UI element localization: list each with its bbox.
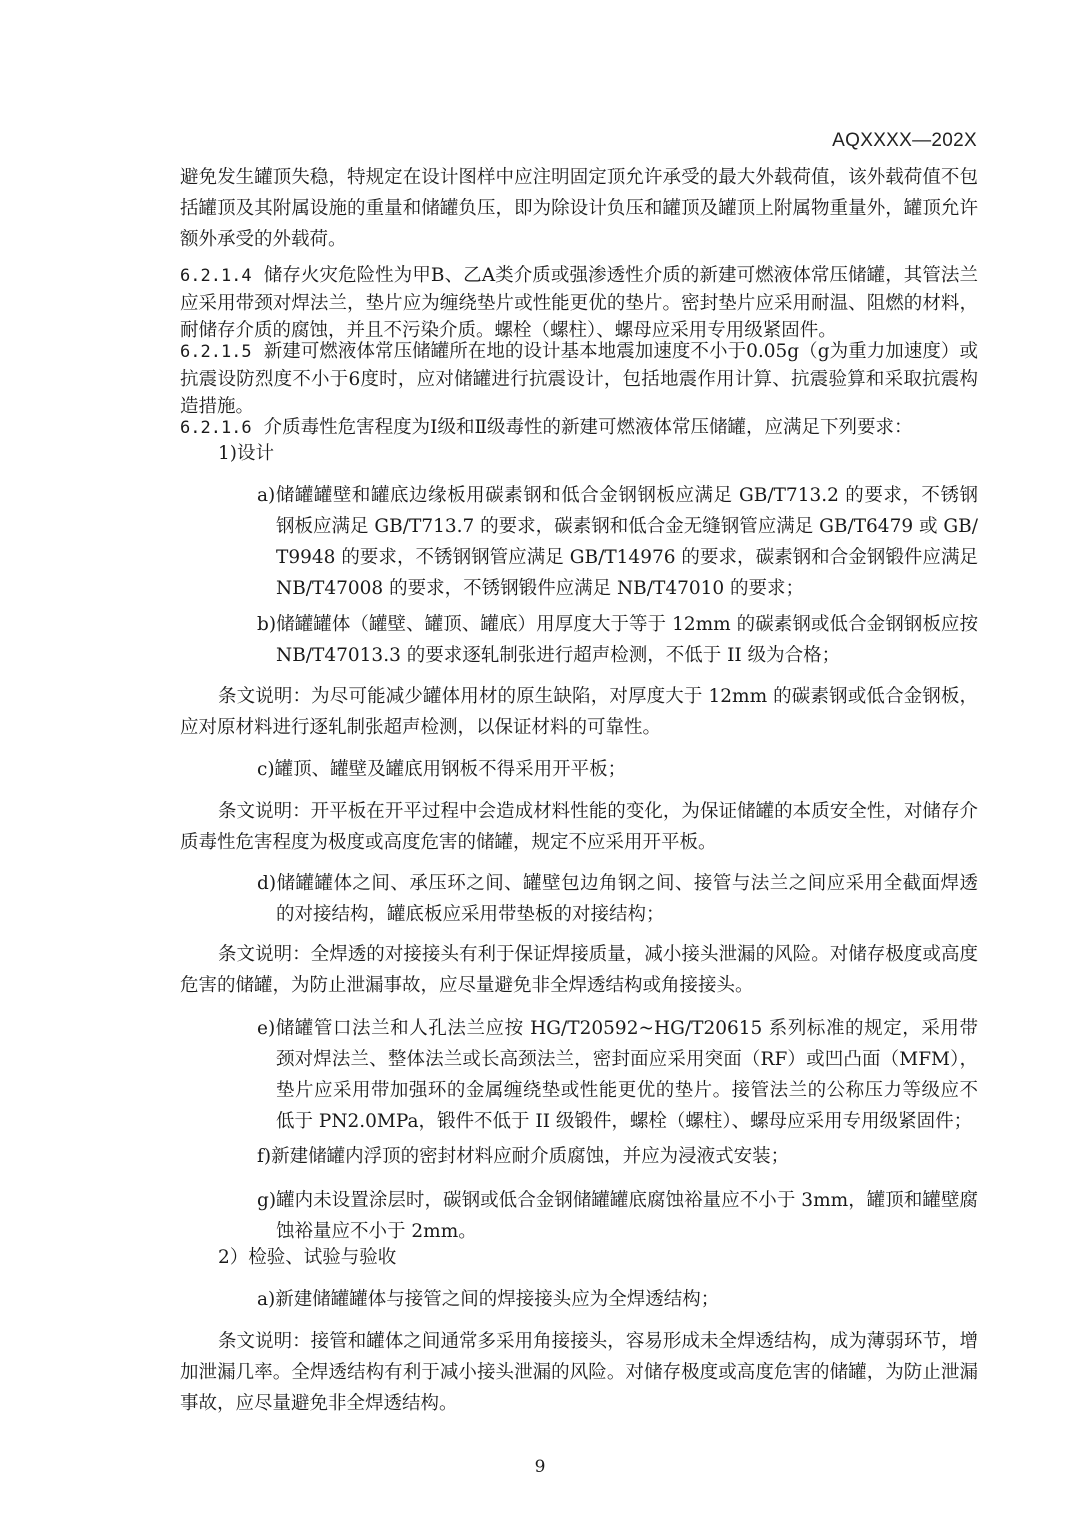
- note-paragraph-d: 条文说明：全焊透的对接接头有利于保证焊接质量，减小接头泄漏的风险。对储存极度或高度危害的储罐，为防止泄漏事故，应尽量避免非全焊透结构或角接接头。: [180, 944, 978, 996]
- continuation-paragraph: 避免发生罐顶失稳，特规定在设计图样中应注明固定顶允许承受的最大外载荷值，该外载荷值不包括罐顶及其附属设施的重量和储罐负压，即为除设计负压和罐顶及罐顶上附属物重量外，罐顶允许额外承受的外载荷。: [180, 167, 978, 250]
- list-item-b: b)储罐罐体（罐壁、罐顶、罐底）用厚度大于等于 12mm 的碳素钢或低合金钢钢板应按 NB/T47013.3 的要求逐轧制张进行超声检测，不低于 II 级为合格；: [257, 614, 978, 666]
- list-item-c: c)罐顶、罐壁及罐底用钢板不得采用开平板；: [257, 759, 627, 780]
- section-design-heading: 1)设计: [218, 443, 274, 464]
- clause-number: 6.2.1.4: [180, 266, 252, 286]
- note-paragraph-c: 条文说明：开平板在开平过程中会造成材料性能的变化，为保证储罐的本质安全性，对储存介质毒性危害程度为极度或高度危害的储罐，规定不应采用开平板。: [180, 801, 978, 853]
- list-item-a: a)储罐罐壁和罐底边缘板用碳素钢和低合金钢钢板应满足 GB/T713.2 的要求，不锈钢钢板应满足 GB/T713.7 的要求，碳素钢和低合金无缝钢管应满足 GB/T6479 或 GB/T9948 的要求，不锈钢钢管应满足 GB/T14976 的要求，碳素钢和合金钢锻件应满足 NB/T47008 的要求，不锈钢锻件应满足 NB/T47010 的要求；: [257, 485, 978, 599]
- clause-text: 储存火灾危险性为甲B、乙A类介质或强渗透性介质的新建可燃液体常压储罐，其管法兰应采用带颈对焊法兰，垫片应为缠绕垫片或性能更优的垫片。密封垫片应采用耐温、阻燃的材料，耐储存介质的腐蚀，并且不污染介质。螺栓（螺柱）、螺母应采用专用级紧固件。: [180, 265, 978, 341]
- page-number: 9: [534, 1457, 546, 1477]
- list-item-2a: a)新建储罐罐体与接管之间的焊接接头应为全焊透结构；: [257, 1289, 720, 1310]
- clause-number: 6.2.1.5: [180, 342, 252, 362]
- list-item-f: f)新建储罐内浮顶的密封材料应耐介质腐蚀，并应为浸液式安装；: [257, 1146, 790, 1167]
- clause-6-2-1-4: [180, 262, 978, 344]
- list-item-d: d)储罐罐体之间、承压环之间、罐壁包边角钢之间、接管与法兰之间应采用全截面焊透的对接结构，罐底板应采用带垫板的对接结构；: [257, 873, 978, 925]
- note-paragraph-2a: 条文说明：接管和罐体之间通常多采用角接接头，容易形成未全焊透结构，成为薄弱环节，增加泄漏几率。全焊透结构有利于减小接头泄漏的风险。对储存极度或高度危害的储罐，为防止泄漏事故，应尽量避免非全焊透结构。: [180, 1331, 978, 1414]
- clause-6-2-1-6: [180, 414, 978, 442]
- document-code: AQXXXX—202X: [832, 130, 977, 151]
- note-paragraph-b: 条文说明：为尽可能减少罐体用材的原生缺陷，对厚度大于 12mm 的碳素钢或低合金钢板，应对原材料进行逐轧制张超声检测，以保证材料的可靠性。: [180, 686, 978, 738]
- clause-text: 新建可燃液体常压储罐所在地的设计基本地震加速度不小于0.05g（g为重力加速度）或抗震设防烈度不小于6度时，应对储罐进行抗震设计，包括地震作用计算、抗震验算和采取抗震构造措施。: [180, 341, 978, 417]
- clause-number: 6.2.1.6: [180, 418, 252, 438]
- list-item-g: g)罐内未设置涂层时，碳钢或低合金钢储罐罐底腐蚀裕量应不小于 3mm，罐顶和罐壁腐蚀裕量应不小于 2mm。: [257, 1190, 978, 1242]
- section-inspection-heading: 2）检验、试验与验收: [218, 1247, 397, 1268]
- list-item-e: e)储罐管口法兰和人孔法兰应按 HG/T20592~HG/T20615 系列标准的规定，采用带颈对焊法兰、整体法兰或长高颈法兰，密封面应采用突面（RF）或凹凸面（MFM），垫片应采用带加强环的金属缠绕垫或性能更优的垫片。接管法兰的公称压力等级应不低于 PN2.0MPa，锻件不低于 II 级锻件，螺栓（螺柱）、螺母应采用专用级紧固件；: [257, 1018, 978, 1132]
- clause-6-2-1-5: [180, 338, 978, 420]
- clause-text: 介质毒性危害程度为Ⅰ级和Ⅱ级毒性的新建可燃液体常压储罐，应满足下列要求：: [263, 417, 913, 438]
